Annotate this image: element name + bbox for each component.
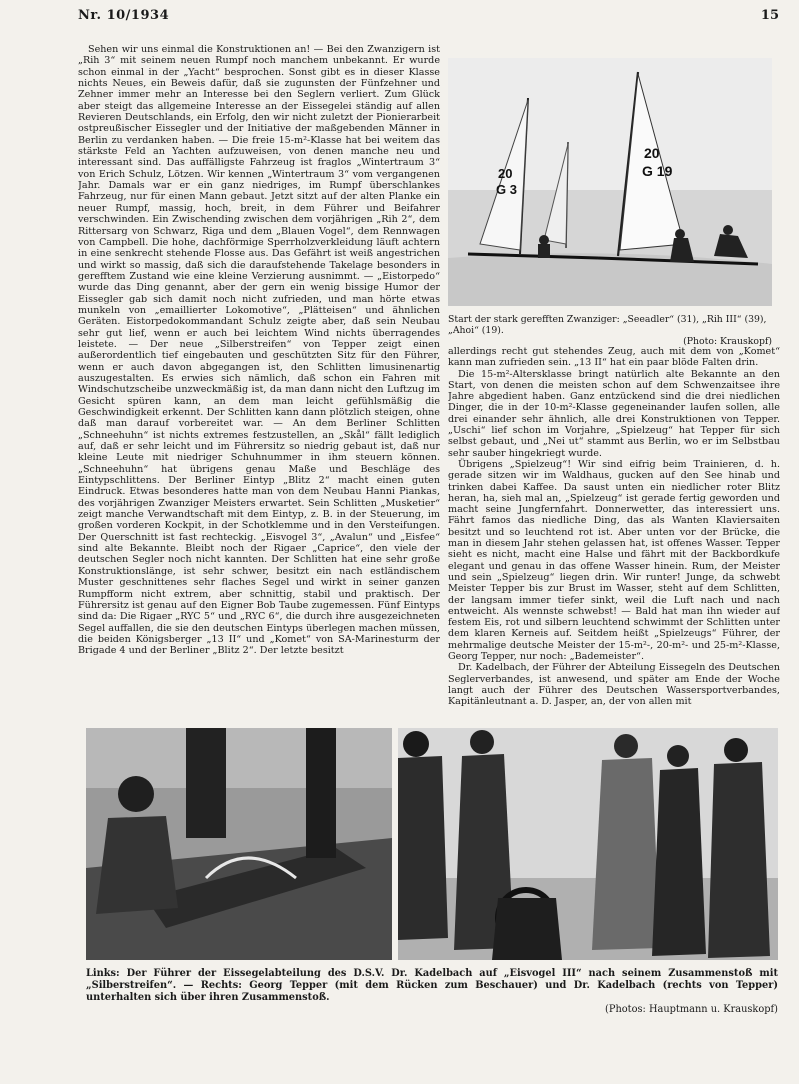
iceboat-illustration bbox=[448, 58, 772, 306]
bottom-photo-caption bbox=[86, 968, 778, 1016]
page-number: 15 bbox=[760, 8, 779, 23]
collision-illustration bbox=[86, 728, 778, 960]
photo-credit: (Photo: Krauskopf) bbox=[683, 336, 772, 347]
article-paragraph: allerdings recht gut stehendes Zeug, auch mit dem von „Komet“ kann man zufrieden sein. „13 II“ hat ein paar blöde Falten drin. bbox=[448, 346, 780, 369]
collision-photos bbox=[86, 728, 778, 960]
sail-number-4: G 19 bbox=[642, 163, 673, 179]
top-photo-caption bbox=[448, 314, 772, 347]
sail-number-3: 20 bbox=[644, 145, 660, 161]
caption-text: Links: Der Führer der Eissegelabteilung des D.S.V. Dr. Kadelbach auf „Eisvogel III“ nach seinem Zusammenstoß mit „Silberstreifen“. — Rechts: Georg Tepper (mit dem Rücken zum Beschauer) und Dr. Kadelbach (rechts von Tepper) unterhalten sich über ihren Zusammenstoß. bbox=[86, 968, 778, 1003]
article-paragraph: Dr. Kadelbach, der Führer der Abteilung Eissegeln des Deutschen Seglerverbandes, ist anwesend, und später am Ende der Woche langt auch der Führer des Deutschen Wassersportverbandes, Kapitänleutnant a. D. Jasper, an, der von allen mit bbox=[448, 662, 780, 708]
article-paragraph: Die 15-m²-Altersklasse bringt natürlich alte Bekannte an den Start, von denen die meisten schon auf dem Schwenzaitsee ihre Jahre abgedient haben. Ganz entzückend sind die drei niedlichen Dinger, die in der 10-m²-Klasse gegeneinander laufen sollen, alle drei einander sehr ähnlich, alle drei Konstruktionen von Tepper. „Uschi“ lief schon im Vorjahre, „Spielzeug“ hat Tepper für sich selbst gebaut, und „Nei ut“ stammt aus Berlin, wo er im Selbstbau sehr sauber hingekriegt wurde. bbox=[448, 368, 780, 459]
article-right-column bbox=[448, 346, 780, 726]
sail-number-2: G 3 bbox=[496, 182, 517, 197]
article-paragraph: Sehen wir uns einmal die Konstruktionen an! — Bei den Zwanzigern ist „Rih 3“ mit seinem neuen Rumpf noch manchem unbekannt. Er wurde schon einmal in der „Yacht“ besprochen. Sonst gibt es in dieser Klasse nichts Neues, ein Beweis dafür, daß sie zugunsten der Fünfzehner und Zehner immer mehr an Interesse bei den Seglern verliert. Zum Glück aber steigt das allgemeine Interesse an der Eissegelei ständig auf allen Revieren Deutschlands, ein Erfolg, den wir nicht zuletzt der Pionierarbeit ostpreußischer Eissegler und der Initiative der maßgebenden Männer in Berlin zu verdanken haben. — Die freie 15-m²-Klasse hat bei weitem das stärkste Feld an Yachten aufzuweisen, von denen manche neu und interessant sind. Das auffälligste Fahrzeug ist fraglos „Wintertraum 3“ von Erich Schulz, Lötzen. Wir kennen „Wintertraum 3“ vom vergangenen Jahr. Damals war er ein ganz niedriges, im Rumpf überschlankes Fahrzeug, nur für einen Mann gebaut. Jetzt sitzt auf der alten Planke ein neuer Rumpf, massig, hoch, breit, in dem Führer und Beifahrer verschwinden. Ein Zwischending zwischen dem vorjährigen „Rih 2“, dem Rittersarg von Schwarz, Riga und dem „Blauen Vogel“, dem Rennwagen von Campbell. Die hohe, dachförmige Sperrholzverkleidung läuft achtern in eine senkrecht stehende Flosse aus. Das Gefährt ist weiß angestrichen und wirkt so massig, daß sich die daraufstehende Takelage besonders in gerefftem Zustand wie eine kleine Verzierung ausnimmt. — „Eistorpedo“ wurde das Ding genannt, aber der gern ein wenig bissige Humor der Eissegler gab sich damit noch nicht zufrieden, und man hörte etwas munkeln von „emaillierter Lokomotive“, „Plätteisen“ und ähnlichen Geräten. Eistorpedokommandant Schulz zeigte aber, daß sein Neubau sehr gut lief, wenn er auch bei leichtem Wind nichts überragendes leistete. — Der neue „Silberstreifen“ von Tepper zeigt einen außerordentlich tief eingebauten und geschützten Sitz für den Führer, wenn er auch davon abgegangen ist, den Schlitten limusinenartig auszugestalten. Es erwies sich nämlich, daß schon ein Fahren mit Windschutzscheibe unzweckmäßig ist, da man dann nicht den Luftzug im Gesicht spüren kann, an dem man leicht gefühlsmäßig die Geschwindigkeit erkennt. Der Schlitten kann dann plötzlich steigen, ohne daß man darauf vorbereitet war. — An dem Berliner Schlitten „Schneehuhn“ ist nichts extremes festzustellen, an „Skål“ fällt lediglich auf, daß er sehr leicht und im Führersitz so niedrig gebaut ist, daß nur kleine Leute mit niedriger Schuhnummer in ihm steuern können. „Schneehuhn“ hat übrigens genau Maße und Beschläge des Eintypschlittens. Der Berliner Eintyp „Blitz 2“ macht einen guten Eindruck. Etwas besonderes hatte man von dem Neubau Hanni Piankas, des vorjährigen Zwanziger Meisters erwartet. Sein Schlitten „Musketier“ zeigt manche Verwandtschaft mit dem Eintyp, z. B. in der Steuerung, im großen vorderen Kockpit, in der Schotklemme und in den Versteifungen. Der Querschnitt ist fast rechteckig. „Eisvogel 3“, „Avalun“ und „Eisfee“ sind alte Bekannte. Bleibt noch der Rigaer „Caprice“, den viele der deutschen Segler noch nicht kannten. Der Schlitten hat eine sehr große Konstruktionslänge, ist sehr schwer, besitzt ein nach estländischem Muster geschnittenes sehr flaches Segel und wirkt in seiner ganzen Rumpfform nicht extrem, aber schnittig, stabil und praktisch. Der Führersitz ist genau auf den Eigner Bob Taube zugemessen. Fünf Eintyps sind da: Die Rigaer „RYC 5“ und „RYC 6“, die durch ihre ausgezeichneten Segel auffallen, die sie den deutschen Eintyps überlegen machen müssen, die beiden Königsberger „13 II“ und „Komet“ von SA-Marinesturm der Brigade 4 und der Berliner „Blitz 2“. Der letzte besitzt bbox=[78, 44, 440, 657]
iceboat-start-photo bbox=[448, 58, 772, 306]
issue-number: Nr. 10/1934 bbox=[78, 8, 170, 23]
caption-text: Start der stark gerefften Zwanziger: „Seeadler“ (31), „Rih III“ (39), „Ahoi“ (19). bbox=[448, 314, 767, 336]
article-left-column bbox=[78, 44, 440, 726]
photo-credit: (Photos: Hauptmann u. Krauskopf) bbox=[605, 1004, 778, 1015]
sail-number-1: 20 bbox=[498, 166, 513, 181]
article-paragraph: Übrigens „Spielzeug“! Wir sind eifrig beim Trainieren, d. h. gerade sitzen wir im Waldhaus, gucken auf den See hinab und trinken dabei Kaffee. Da saust unten ein niedlicher roter Blitz heran, ha, sieh mal an, „Spielzeug“ ist gerade fertig geworden und macht seine Jungfernfahrt. Donnerwetter, das interessiert uns. Fährt famos das niedliche Ding, das als Wanten Klaviersaiten besitzt und so leuchtend rot ist. Aber unten vor der Brücke, die man in diesem Jahr stehen gelassen hat, ist offenes Wasser. Tepper sieht es nicht, macht eine Halse und fährt mit der Backbordkufe elegant und genau in das offene Wasser hinein. Rum, der Meister und sein „Spielzeug“ liegen drin. Wir runter! Junge, da schwebt Meister Tepper bis zur Brust im Wasser, steht auf dem Schlitten, der langsam immer tiefer sinkt, weil die Luft nach und nach entweicht. Als wennste schwebst! — Bald hat man ihn wieder auf festem Eis, rot und silbern leuchtend schwimmt der Schlitten unter dem klaren Kerneis auf. Seitdem heißt „Spielzeugs“ Führer, der mehrmalige deutsche Meister der 15-m²-, 20-m²- und 25-m²-Klasse, Georg Tepper, nur noch: „Bademeister“. bbox=[448, 458, 780, 663]
